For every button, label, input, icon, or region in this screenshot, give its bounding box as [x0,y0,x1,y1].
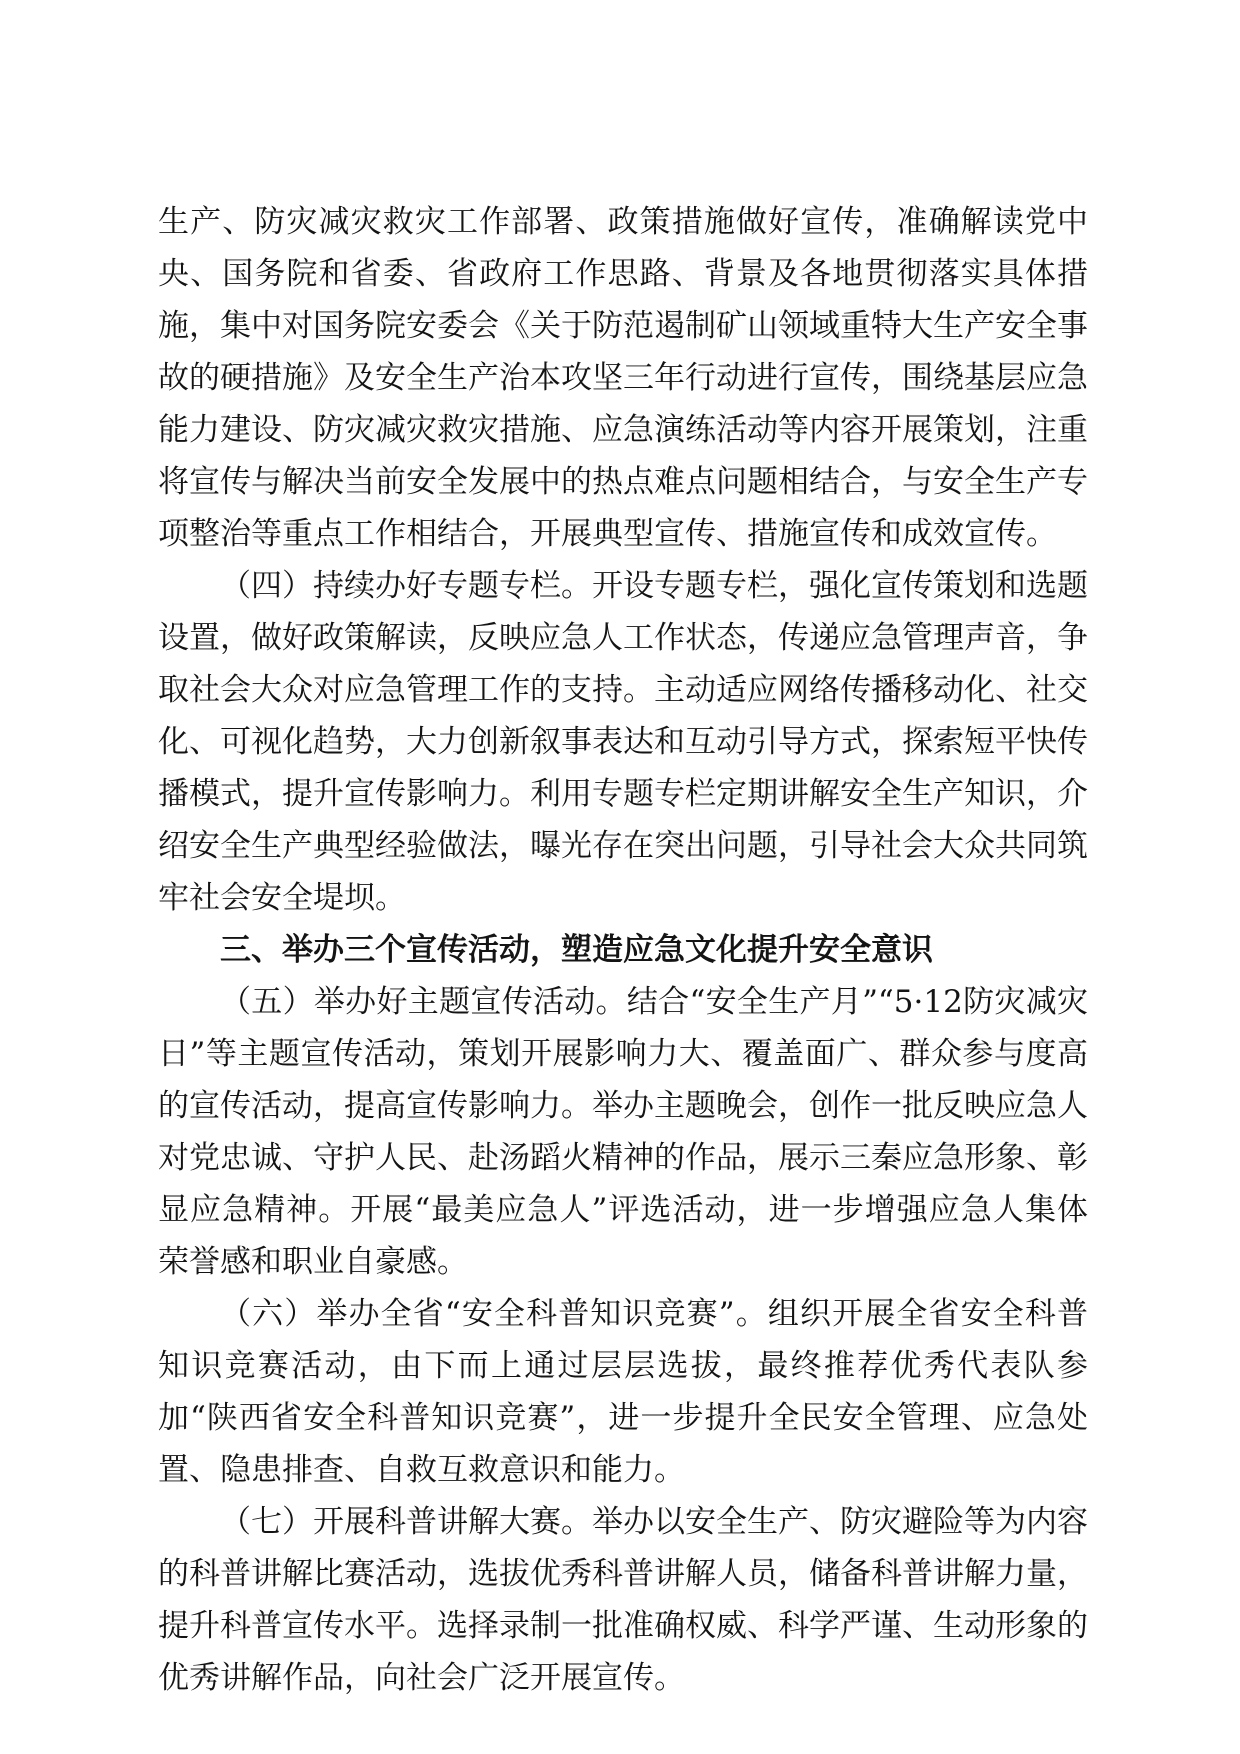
paragraph-section-7: （七）开展科普讲解大赛。举办以安全生产、防灾避险等为内容的科普讲解比赛活动，选拔优秀科普讲解人员，储备科普讲解力量，提升科普宣传水平。选择录制一批准确权威、科学严谨、生动形象的优秀讲解作品，向社会广泛开展宣传。 [158,1504,1088,1696]
paragraph-section-6: （六）举办全省“安全科普知识竞赛”。组织开展全省安全科普知识竞赛活动，由下而上通过层层选拔，最终推荐优秀代表队参加“陕西省安全科普知识竞赛”，进一步提升全民安全管理、应急处置、隐患排查、自救互救意识和能力。 [158,1296,1088,1488]
document-page [158,196,1088,1704]
paragraph-continuation: 生产、防灾减灾救灾工作部署、政策措施做好宣传，准确解读党中央、国务院和省委、省政府工作思路、背景及各地贯彻落实具体措施，集中对国务院安委会《关于防范遏制矿山领域重特大生产安全事故的硬措施》及安全生产治本攻坚三年行动进行宣传，围绕基层应急能力建设、防灾减灾救灾措施、应急演练活动等内容开展策划，注重将宣传与解决当前安全发展中的热点难点问题相结合，与安全生产专项整治等重点工作相结合，开展典型宣传、措施宣传和成效宣传。 [158,204,1088,552]
paragraph-section-5: （五）举办好主题宣传活动。结合“安全生产月”“5·12防灾减灾日”等主题宣传活动，策划开展影响力大、覆盖面广、群众参与度高的宣传活动，提高宣传影响力。举办主题晚会，创作一批反映应急人对党忠诚、守护人民、赴汤蹈火精神的作品，展示三秦应急形象、彰显应急精神。开展“最美应急人”评选活动，进一步增强应急人集体荣誉感和职业自豪感。 [158,984,1088,1280]
section-heading-3: 三、举办三个宣传活动，塑造应急文化提升安全意识 [220,932,933,968]
paragraph-section-4: （四）持续办好专题专栏。开设专题专栏，强化宣传策划和选题设置，做好政策解读，反映应急人工作状态，传递应急管理声音，争取社会大众对应急管理工作的支持。主动适应网络传播移动化、社交化、可视化趋势，大力创新叙事表达和互动引导方式，探索短平快传播模式，提升宣传影响力。利用专题专栏定期讲解安全生产知识，介绍安全生产典型经验做法，曝光存在突出问题，引导社会大众共同筑牢社会安全堤坝。 [158,568,1088,916]
